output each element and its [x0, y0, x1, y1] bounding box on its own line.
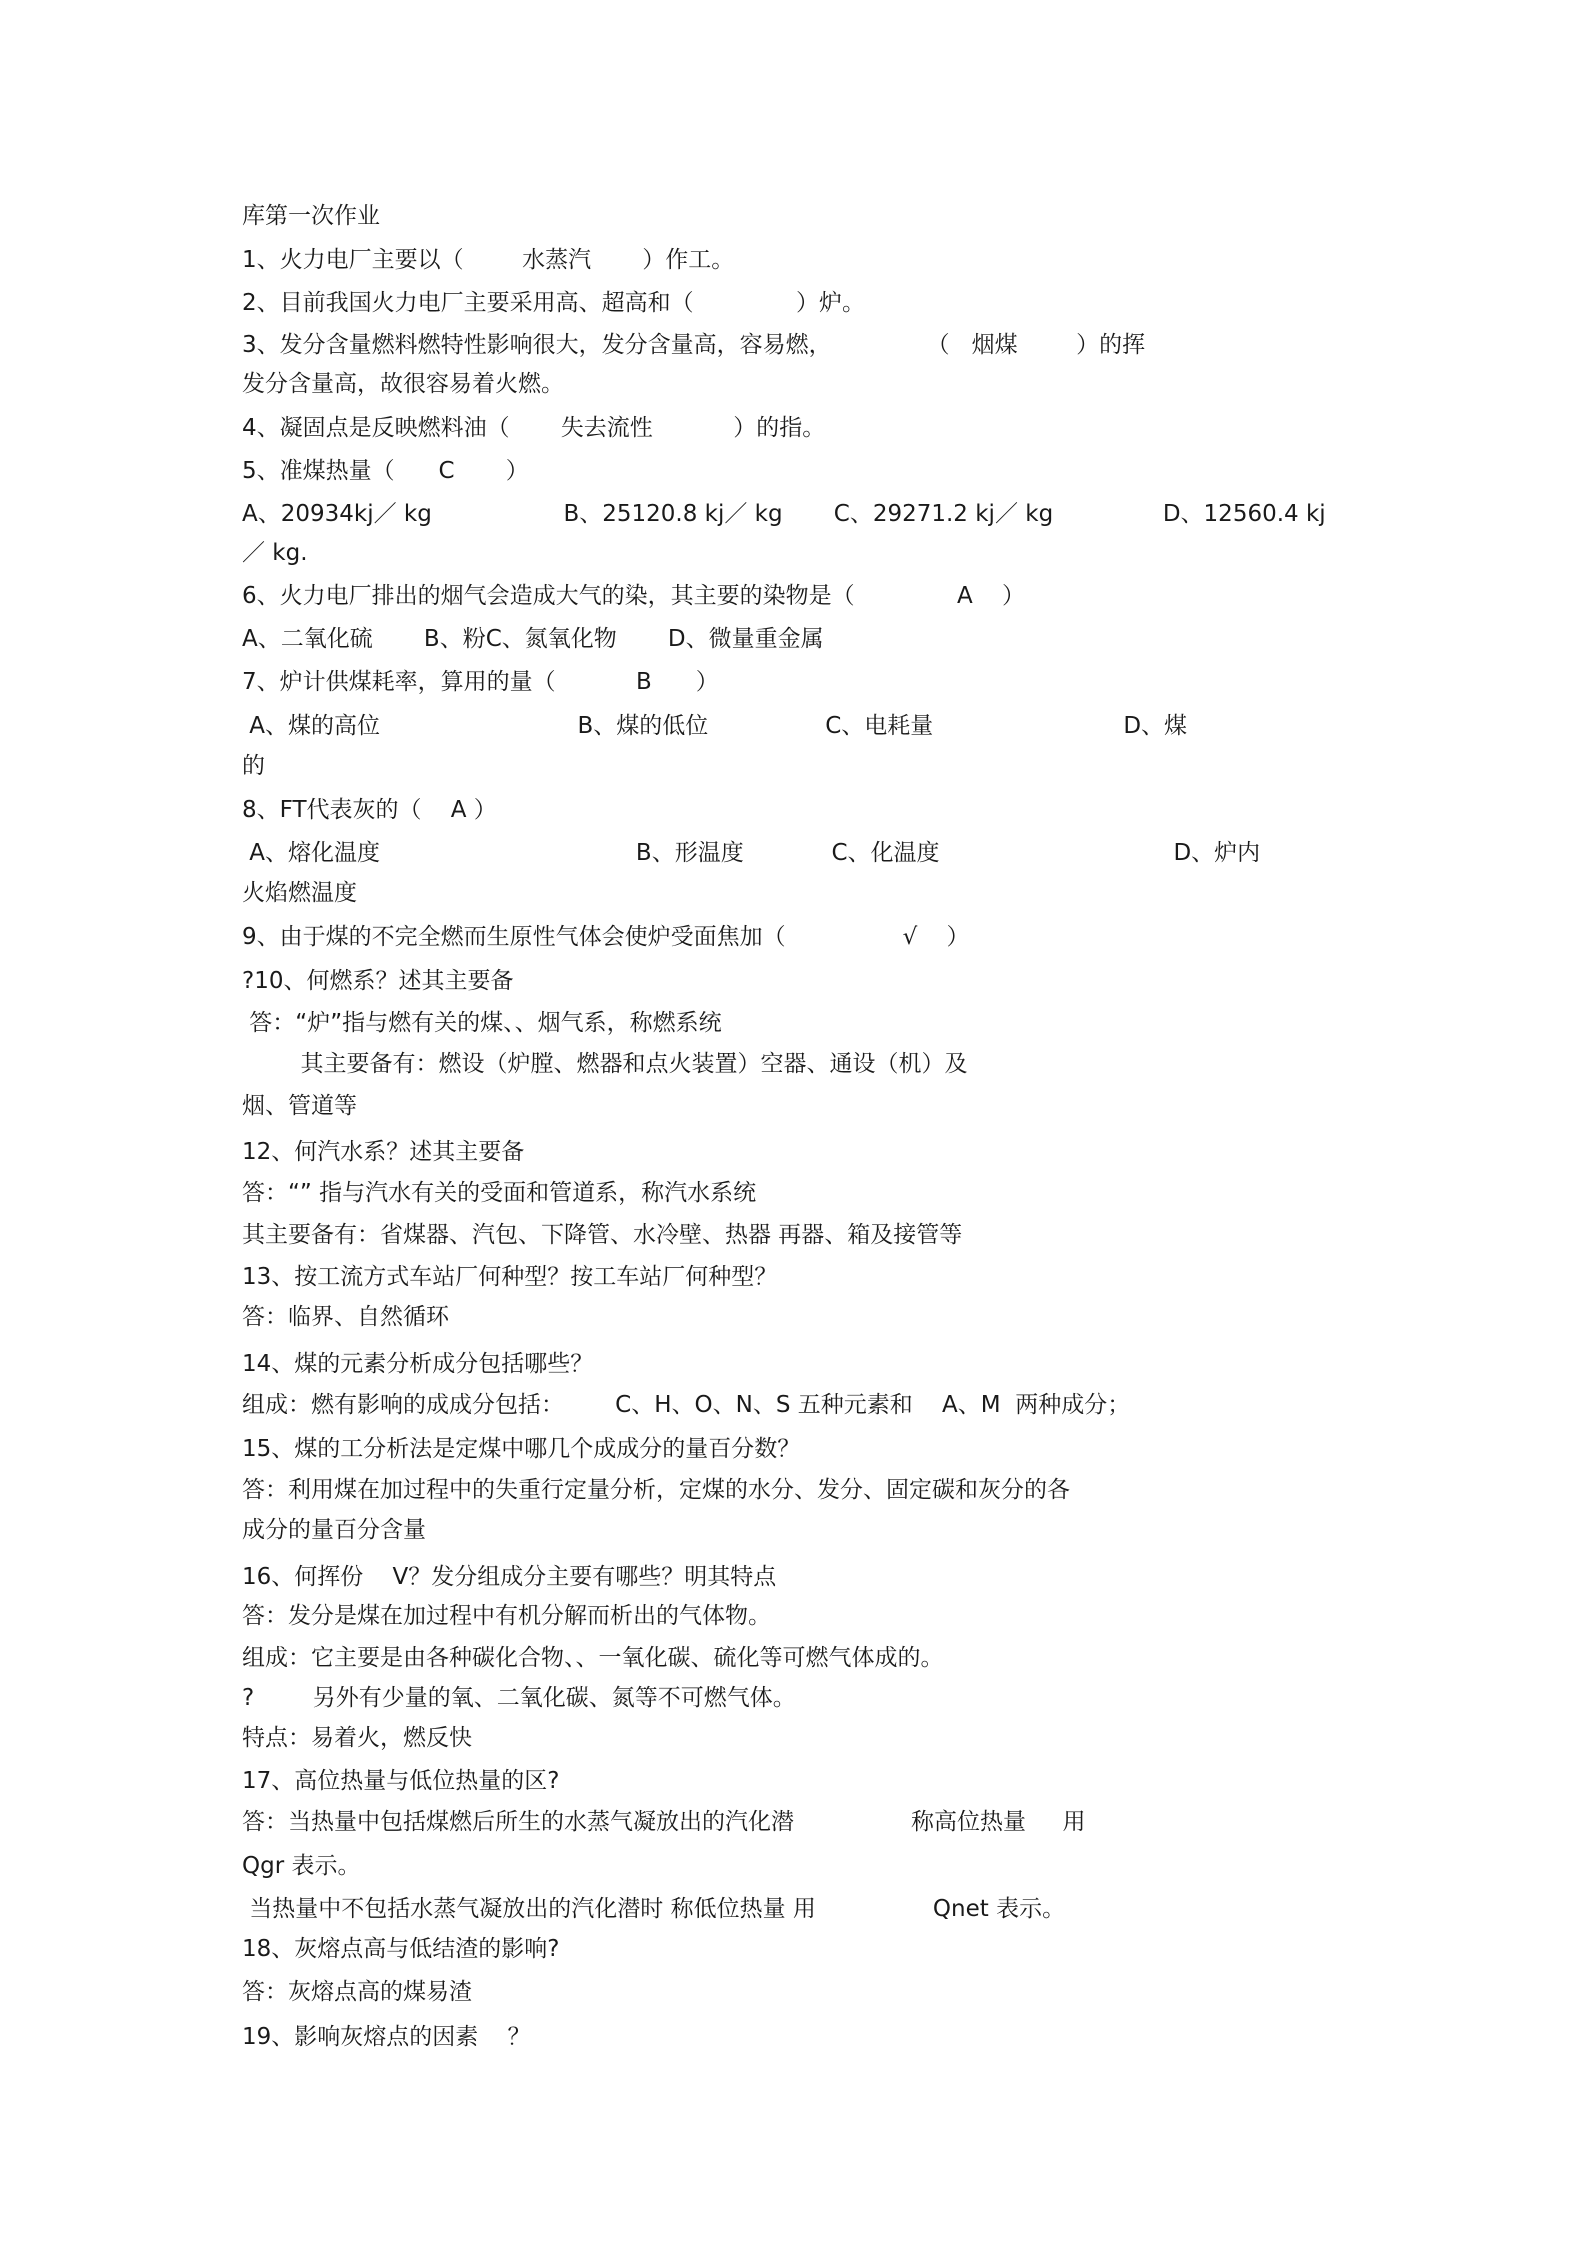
- text-line: 发分含量高，故很容易着火燃。: [242, 371, 564, 397]
- text-line: 的: [242, 753, 265, 779]
- text-line: 成分的量百分含量: [242, 1517, 426, 1543]
- text-line: 4、凝固点是反映燃料油（ 失去流性 ）的指。: [242, 415, 826, 441]
- text-line: 3、发分含量燃料燃特性影响很大，发分含量高，容易燃， （ 烟煤 ）的挥: [242, 332, 1146, 358]
- text-line: 特点：易着火，燃反快: [242, 1725, 472, 1751]
- text-line: 7、炉计供煤耗率，算用的量（ B ）: [242, 669, 719, 695]
- text-line: 14、煤的元素分析成分包括哪些？: [242, 1351, 594, 1377]
- text-line: 答：当热量中包括煤燃后所生的水蒸气凝放出的汽化潜 称高位热量 用: [242, 1809, 1086, 1835]
- text-line: 12、何汽水系？述其主要备: [242, 1139, 525, 1165]
- text-line: 1、火力电厂主要以（ 水蒸汽 ）作工。: [242, 247, 735, 273]
- text-line: 9、由于煤的不完全燃而生原性气体会使炉受面焦加（ √ ）: [242, 924, 970, 950]
- text-line: A、煤的高位 B、煤的低位 C、电耗量 D、煤: [242, 713, 1188, 739]
- text-line: 17、高位热量与低位热量的区?: [242, 1768, 560, 1794]
- text-line: 答：发分是煤在加过程中有机分解而析出的气体物。: [242, 1603, 771, 1629]
- text-line: 2、目前我国火力电厂主要采用高、超高和（ ）炉。: [242, 290, 865, 316]
- text-line: A、20934kj／ kg B、25120.8 kj／ kg C、29271.2 kj／ kg D、12560.4 kj: [242, 501, 1326, 527]
- text-line: Qgr 表示。: [242, 1853, 361, 1879]
- text-line: 15、煤的工分析法是定煤中哪几个成成分的量百分数？: [242, 1436, 801, 1462]
- text-line: 答：临界、自然循环: [242, 1304, 449, 1330]
- text-line: 其主要备有：燃设（炉膛、燃器和点火装置）空器、通设（机）及: [242, 1051, 968, 1077]
- text-line: 答：灰熔点高的煤易渣: [242, 1979, 472, 2005]
- text-line: A、二氧化硫 B、粉C、氮氧化物 D、微量重金属: [242, 626, 824, 652]
- text-line: 16、何挥份 V？发分组成分主要有哪些？明其特点: [242, 1564, 777, 1590]
- text-line: A、熔化温度 B、形温度 C、化温度 D、炉内: [242, 840, 1261, 866]
- text-line: 13、按工流方式车站厂何种型？按工车站厂何种型？: [242, 1264, 778, 1290]
- text-line: 组成：它主要是由各种碳化合物、、一氧化碳、硫化等可燃气体成的。: [242, 1645, 944, 1671]
- text-line: 6、火力电厂排出的烟气会造成大气的染，其主要的染物是（ A ）: [242, 583, 1025, 609]
- text-line: 火焰燃温度: [242, 880, 357, 906]
- text-line: 5、准煤热量（ C ）: [242, 458, 529, 484]
- text-line: 答：“” 指与汽水有关的受面和管道系，称汽水系统: [242, 1180, 757, 1206]
- text-line: 8、FT代表灰的（ A ）: [242, 797, 497, 823]
- text-line: 组成：燃有影响的成成分包括： C、H、O、N、S 五种元素和 A、M 两种成分；: [242, 1392, 1131, 1418]
- text-line: 18、灰熔点高与低结渣的影响?: [242, 1936, 560, 1962]
- text-line: ?10、何燃系？述其主要备: [242, 968, 514, 994]
- text-line: 当热量中不包括水蒸气凝放出的汽化潜时 称低位热量 用 Qnet 表示。: [242, 1896, 1066, 1922]
- text-line: 答：利用煤在加过程中的失重行定量分析，定煤的水分、发分、固定碳和灰分的各: [242, 1477, 1070, 1503]
- text-line: 烟、管道等: [242, 1093, 357, 1119]
- text-line: 其主要备有：省煤器、汽包、下降管、水冷壁、热器 再器、箱及接管等: [242, 1222, 963, 1248]
- text-line: 19、影响灰熔点的因素 ？: [242, 2024, 531, 2050]
- text-line: ? 另外有少量的氧、二氧化碳、氮等不可燃气体。: [242, 1685, 796, 1711]
- document-title: 库第一次作业: [242, 203, 380, 229]
- text-line: 答：“炉”指与燃有关的煤、、烟气系，称燃系统: [242, 1010, 722, 1036]
- text-line: ／ kg.: [242, 540, 308, 566]
